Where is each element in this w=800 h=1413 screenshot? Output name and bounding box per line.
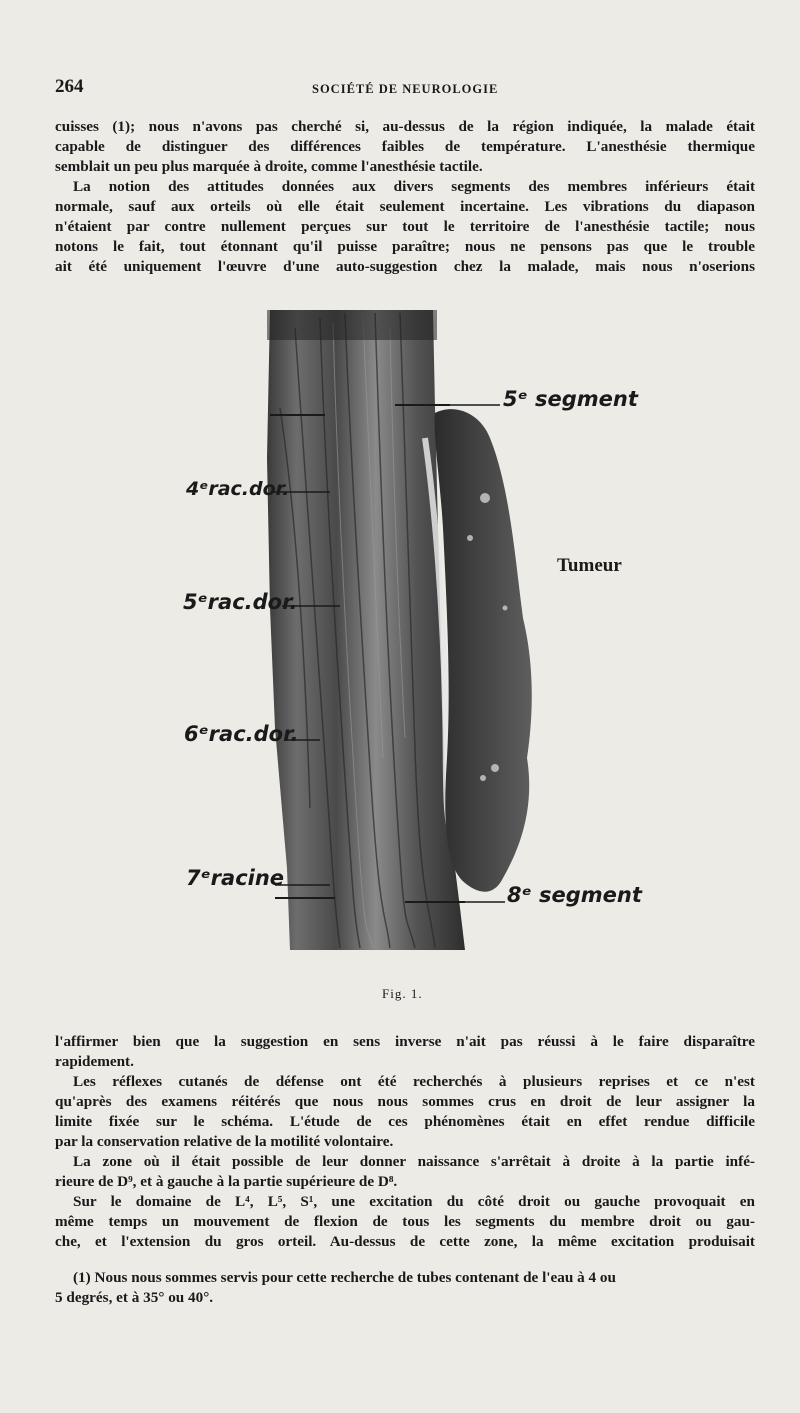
text-line: capable de distinguer des différences faibles de température. L'anesthésie thermique xyxy=(55,138,755,155)
text-line: Les réflexes cutanés de défense ont été recherchés à plusieurs reprises et ce n'est xyxy=(73,1073,755,1090)
paragraph-4 xyxy=(55,1072,755,1152)
text-line: normale, sauf aux orteils où elle était seulement incertaine. Les vibrations du diapason xyxy=(55,198,755,215)
paragraph-5 xyxy=(55,1152,755,1192)
text-line: La notion des attitudes données aux divers segments des membres inférieurs était xyxy=(73,178,755,195)
label-6-rac-dor: 6ᵉrac.dor. xyxy=(184,722,299,746)
text-line: limite fixée sur le schéma. L'étude de ces phénomènes était en effet rendue difficile xyxy=(55,1113,755,1130)
text-line: rieure de D⁹, et à gauche à la partie supérieure de D⁸. xyxy=(55,1173,398,1190)
text-line: 5 degrés, et à 35° ou 40°. xyxy=(55,1289,214,1306)
label-4-rac-dor: 4ᵉrac.dor. xyxy=(186,478,290,500)
label-8-segment: 8ᵉ segment xyxy=(507,883,642,907)
text-line: notons le fait, tout étonnant qu'il puisse paraître; nous ne pensons pas que le trouble xyxy=(55,238,755,255)
text-line: (1) Nous nous sommes servis pour cette recherche de tubes contenant de l'eau à 4 ou xyxy=(73,1269,616,1286)
figure-caption: Fig. 1. xyxy=(382,986,423,1001)
text-line: Sur le domaine de L⁴, L⁵, S¹, une excitation du côté droit ou gauche provoquait en xyxy=(73,1193,755,1210)
text-line: La zone où il était possible de leur donner naissance s'arrêtait à droite à la partie infé- xyxy=(73,1153,755,1170)
text-line: semblait un peu plus marquée à droite, comme l'anesthésie tactile. xyxy=(55,158,483,175)
page-number: 264 xyxy=(55,76,84,97)
paragraph-6 xyxy=(55,1192,755,1252)
label-tumeur: Tumeur xyxy=(557,555,622,576)
label-7-racine: 7ᵉracine xyxy=(186,866,285,890)
text-line: qu'après des examens réitérés que nous nous sommes crus en droit de leur assigner la xyxy=(55,1093,755,1110)
text-line: rapidement. xyxy=(55,1053,134,1070)
text-line: par la conservation relative de la motilité volontaire. xyxy=(55,1133,394,1150)
text-line: che, et l'extension du gros orteil. Au-dessus de cette zone, la même excitation produisait xyxy=(55,1233,755,1250)
label-5-segment: 5ᵉ segment xyxy=(503,387,638,411)
footnote xyxy=(55,1268,765,1308)
text-line: même temps un mouvement de flexion de tous les segments du membre droit ou gau- xyxy=(55,1213,755,1230)
text-line: ait été uniquement l'œuvre d'une auto-suggestion chez la malade, mais nous n'oserions xyxy=(55,258,755,275)
text-line: cuisses (1); nous n'avons pas cherché si, au-dessus de la région indiquée, la malade était xyxy=(55,118,755,135)
running-title: SOCIÉTÉ DE NEUROLOGIE xyxy=(312,82,499,96)
text-line: n'étaient par contre nullement perçues sur tout le territoire de l'anesthésie tactile; nous xyxy=(55,218,755,235)
paragraph-1 xyxy=(55,117,755,177)
paragraph-3 xyxy=(55,1032,755,1072)
spinal-cord-photograph xyxy=(265,308,540,950)
paragraph-2 xyxy=(55,177,755,277)
label-5-rac-dor: 5ᵉrac.dor. xyxy=(183,590,298,614)
text-line: l'affirmer bien que la suggestion en sens inverse n'ait pas réussi à le faire disparaître xyxy=(55,1033,755,1050)
